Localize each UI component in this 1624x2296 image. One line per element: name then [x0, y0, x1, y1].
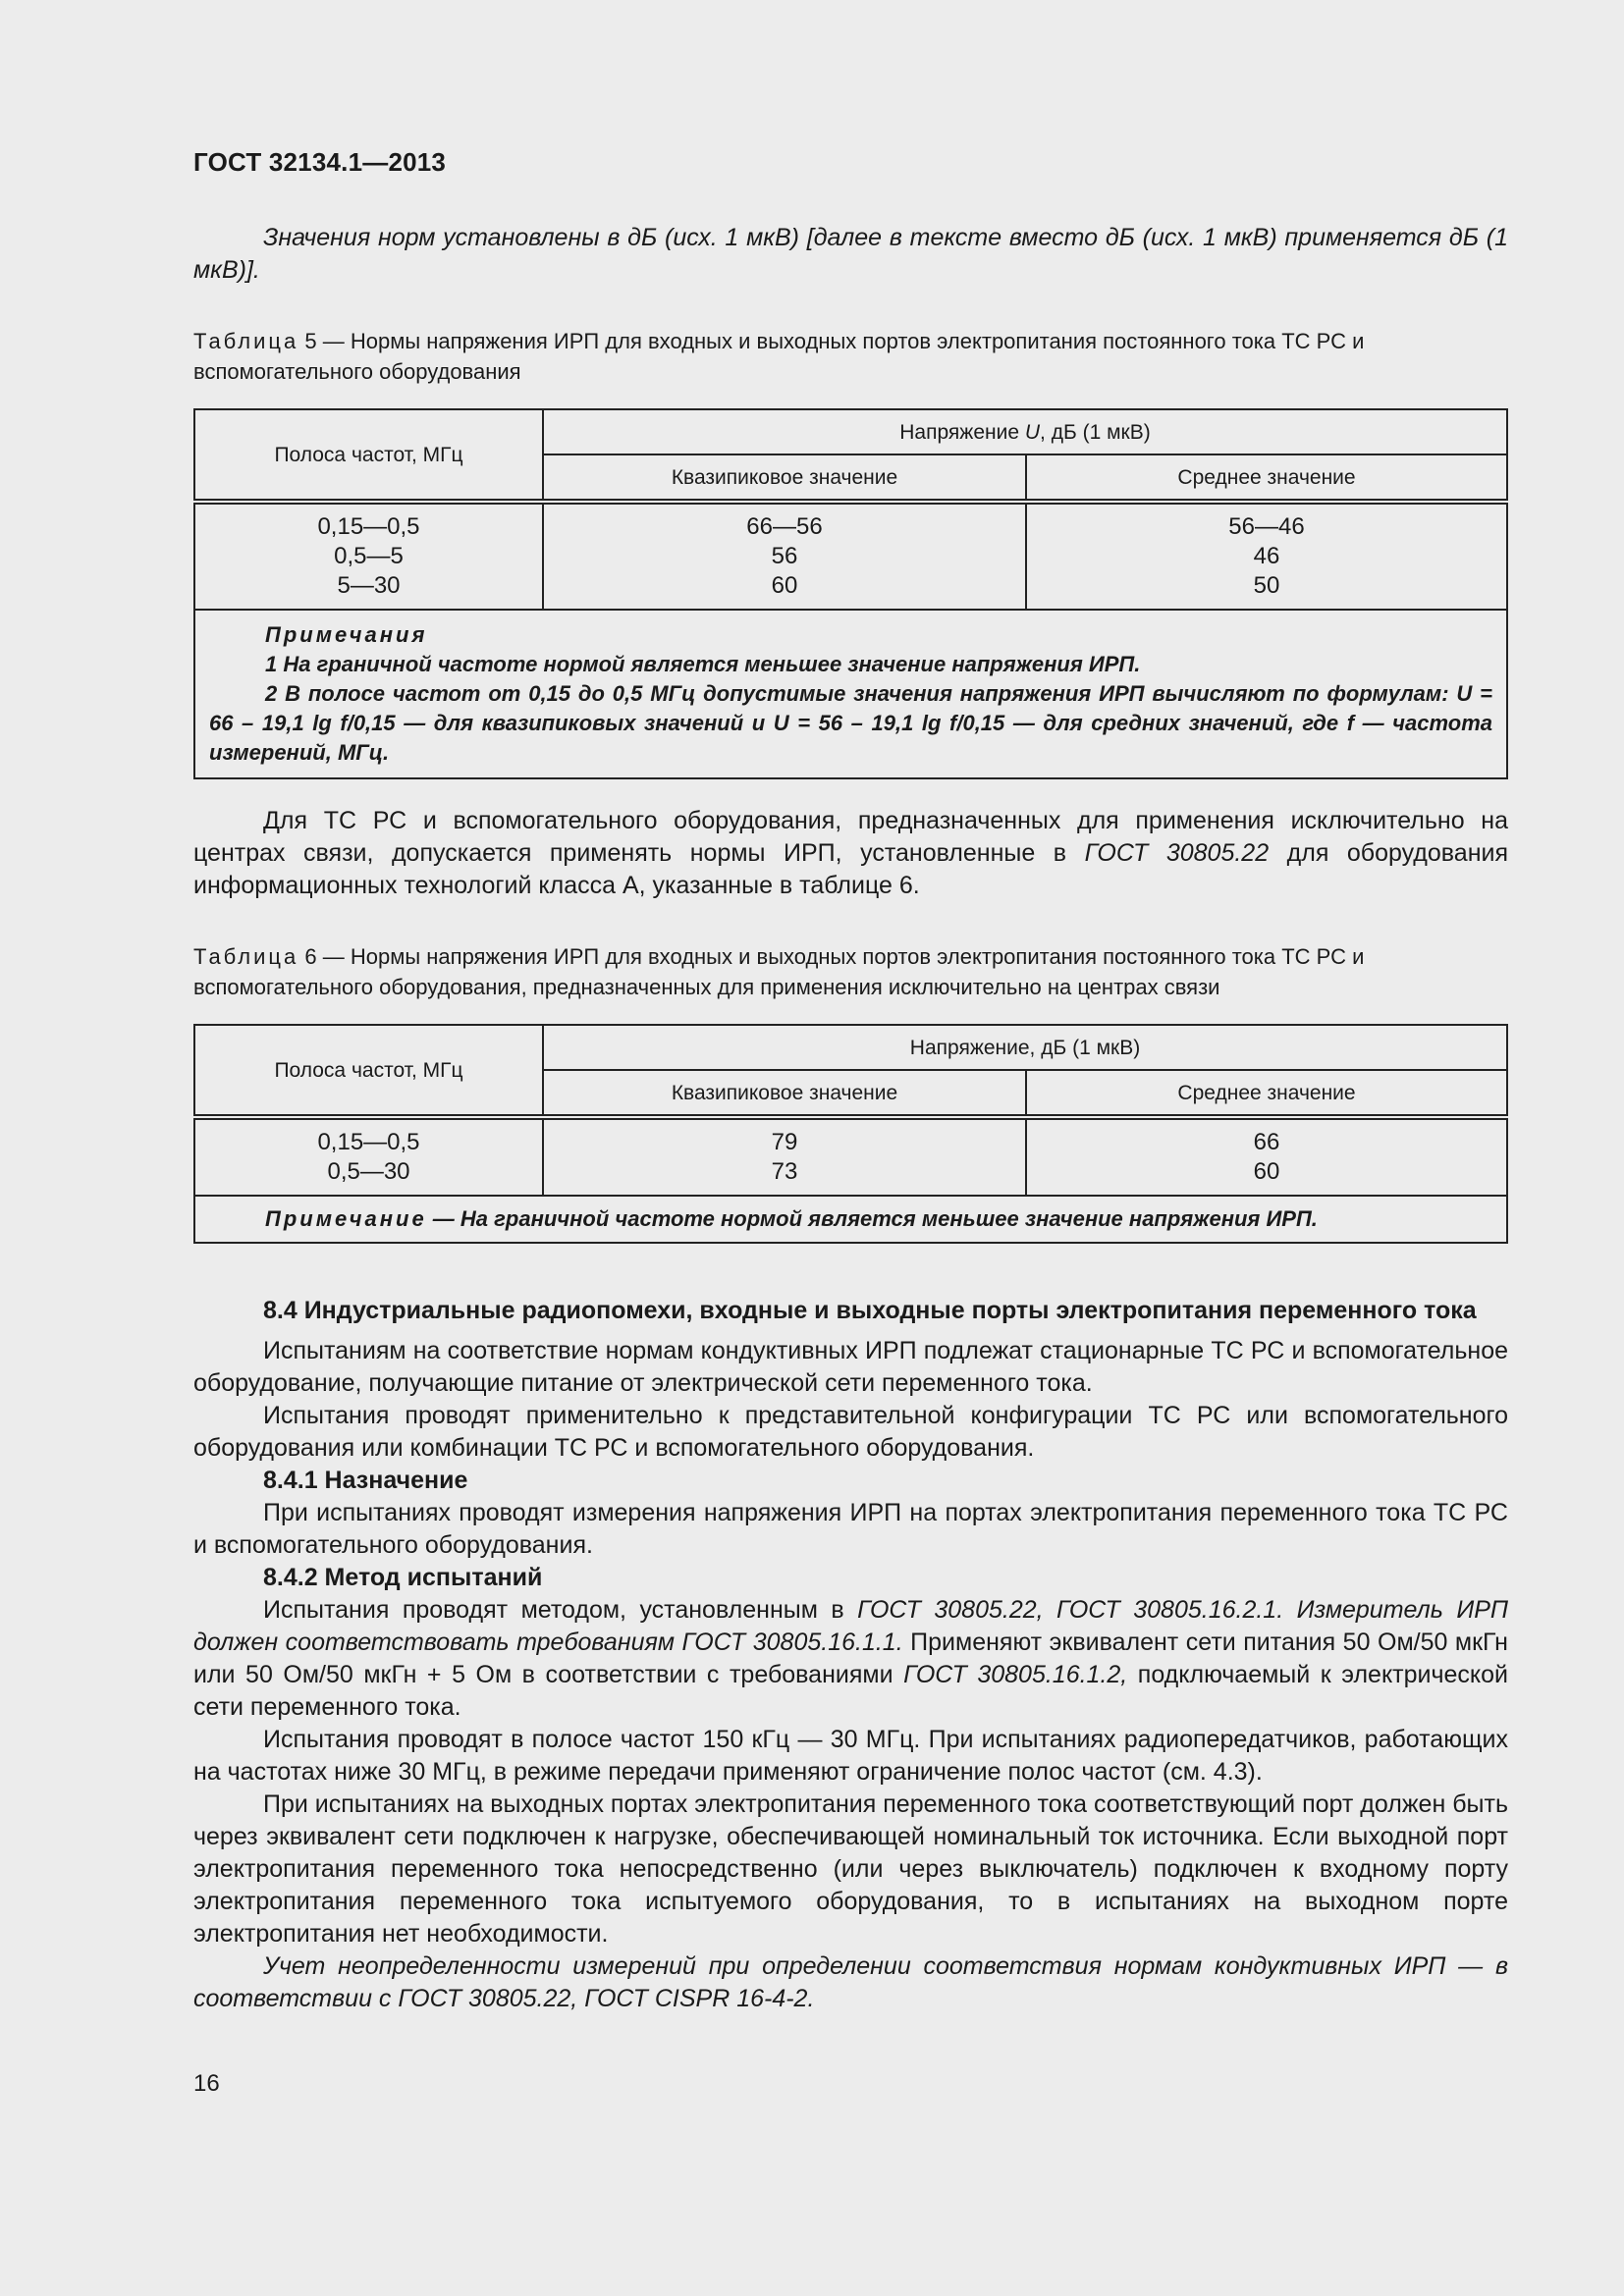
table6-header-row [194, 1025, 1507, 1070]
table5-note-1: 1 На граничной частоте нормой является меньшее значение напряжения ИРП. [265, 652, 1141, 676]
table5 [193, 408, 1508, 779]
table6-avg-value: 60 [1253, 1158, 1280, 1185]
table5-caption-text: — Нормы напряжения ИРП для входных и выходных портов электропитания постоянного тока ТС РС и вспомогательного оборудования [193, 329, 1365, 384]
table6-qp-value: 73 [771, 1158, 798, 1185]
table6-band: 0,15—0,5 [317, 1129, 420, 1155]
method-text-2: Применяют эквивалент сети питания 50 Ом/50 мкГн или 50 Ом/50 мкГн + 5 Ом в соответствии с требованиями [193, 1629, 1508, 1688]
section-8-4-2-title: 8.4.2 Метод испытаний [263, 1564, 543, 1591]
table5-qp-value: 66—56 [746, 513, 823, 540]
section-8-4-paragraph-1: Испытаниям на соответствие нормам кондуктивных ИРП подлежат стационарные ТС РС и вспомогательное оборудование, получающие питание от электрической сети переменного тока. [193, 1337, 1508, 1397]
method-text-3: подключаемый к электрической сети переменного тока. [193, 1661, 1508, 1721]
table6-col-band: Полоса частот, МГц [194, 1025, 543, 1117]
method-ref-2: ГОСТ 30805.16.1.2, [903, 1661, 1128, 1688]
table6-col-qp: Квазипиковое значение [543, 1070, 1026, 1117]
table5-note-2: 2 В полосе частот от 0,15 до 0,5 МГц допустимые значения напряжения ИРП вычисляют по формулам: U = 66 – 19,1 lg f/0,15 — для квазипиковых значений и U = 56 – 19,1 lg f/0,15 — для средних значений, где f — частота измерений, МГц. [209, 681, 1492, 765]
table5-notes-title: Примечания [265, 622, 428, 647]
table5-avg-value: 46 [1253, 543, 1280, 569]
table6-band: 0,5—30 [327, 1158, 410, 1185]
table5-data-row [194, 502, 1507, 610]
table5-col-band: Полоса частот, МГц [194, 409, 543, 502]
section-8-4-2-paragraph-4: Учет неопределенности измерений при определении соответствия нормам кондуктивных ИРП — в соответствии с ГОСТ 30805.22, ГОСТ CISPR 16-4-2. [193, 1952, 1508, 2012]
table5-header-row [194, 409, 1507, 454]
table6-qp-value: 79 [771, 1129, 798, 1155]
section-8-4-2-paragraph-3: При испытаниях на выходных портах электропитания переменного тока соответствующий порт должен быть через эквивалент сети подключен к нагрузке, обеспечивающей номинальный ток источника. Если выходной порт электропитания переменного тока непосредственно (или через выключатель) подключен к входному порту электропитания переменного тока испытуемого оборудования, то в испытаниях на выходном порте электропитания нет необходимости. [193, 1790, 1508, 1948]
table5-qp-value: 60 [771, 572, 798, 599]
page-content [193, 222, 1508, 2015]
section-8-4-1-title: 8.4.1 Назначение [263, 1467, 468, 1494]
method-refs: ГОСТ 30805.22, ГОСТ 30805.16.2.1. Измеритель ИРП должен соответствовать требованиям ГОСТ 30805.16.1.1. [193, 1596, 1508, 1656]
table6-data-row [194, 1117, 1507, 1196]
table6-bands-cell [194, 1117, 543, 1196]
section-8-4-paragraph-2: Испытания проводят применительно к представительной конфигурации ТС РС или вспомогательного оборудования или комбинации ТС РС и вспомогательного оборудования. [193, 1402, 1508, 1462]
table6-note-title: Примечание [265, 1206, 427, 1231]
page-number: 16 [193, 2070, 220, 2097]
table5-col-voltage-symbol: U [1024, 420, 1041, 444]
table6-caption [193, 941, 1508, 1002]
centers-text-end: для оборудования информационных технологий класса А, указанные в таблице 6. [193, 839, 1509, 899]
table5-notes [194, 610, 1507, 778]
table5-avg-value: 56—46 [1228, 513, 1305, 540]
table5-band: 0,5—5 [334, 543, 404, 569]
table5-number: 5 [304, 329, 317, 353]
table6 [193, 1024, 1508, 1244]
table5-qp-cell [543, 502, 1026, 610]
table6-qp-cell [543, 1117, 1026, 1196]
table5-col-avg: Среднее значение [1026, 454, 1507, 502]
table6-note-row [194, 1196, 1507, 1243]
intro-paragraph: Значения норм установлены в дБ (исх. 1 мкВ) [далее в тексте вместо дБ (исх. 1 мкВ) применяется дБ (1 мкВ)]. [193, 224, 1508, 284]
table6-number: 6 [304, 944, 317, 969]
table5-notes-row [194, 610, 1507, 778]
centers-ref: ГОСТ 30805.22 [1084, 839, 1270, 867]
table5-label: Таблица [193, 329, 299, 353]
section-8-4-2-paragraph-2: Испытания проводят в полосе частот 150 кГц — 30 МГц. При испытаниях радиопередатчиков, работающих на частотах ниже 30 МГц, в режиме передачи применяют ограничение полос частот (см. 4.3). [193, 1726, 1508, 1786]
table5-col-qp: Квазипиковое значение [543, 454, 1026, 502]
table5-band: 0,15—0,5 [317, 513, 420, 540]
table5-bands-cell [194, 502, 543, 610]
table5-avg-value: 50 [1253, 572, 1280, 599]
table5-band: 5—30 [337, 572, 401, 599]
table5-caption [193, 326, 1508, 387]
method-text: Испытания проводят методом, установленным в [263, 1596, 858, 1624]
centers-text: Для ТС РС и вспомогательного оборудования, предназначенных для применения исключительно на центрах связи, допускается применять нормы ИРП, установленные в [193, 807, 1508, 867]
table6-col-voltage: Напряжение, дБ (1 мкВ) [543, 1025, 1507, 1070]
table6-label: Таблица [193, 944, 299, 969]
section-8-4-2-paragraph-1 [193, 1594, 1508, 1724]
document-header: ГОСТ 32134.1—2013 [193, 147, 447, 177]
section-8-4-title: 8.4 Индустриальные радиопомехи, входные и выходные порты электропитания переменного тока [263, 1297, 1477, 1324]
table5-col-voltage-unit: , дБ (1 мкВ) [1040, 420, 1151, 444]
table5-col-voltage [543, 409, 1507, 454]
section-8-4-1-paragraph: При испытаниях проводят измерения напряжения ИРП на портах электропитания переменного тока ТС РС и вспомогательного оборудования. [193, 1499, 1508, 1559]
table6-note-text: — На граничной частоте нормой является меньшее значение напряжения ИРП. [426, 1206, 1318, 1231]
table5-col-voltage-pre: Напряжение [899, 420, 1025, 444]
table6-avg-cell [1026, 1117, 1507, 1196]
table6-col-avg: Среднее значение [1026, 1070, 1507, 1117]
table6-avg-value: 66 [1253, 1129, 1280, 1155]
table6-note [194, 1196, 1507, 1243]
table5-qp-value: 56 [771, 543, 798, 569]
table5-avg-cell [1026, 502, 1507, 610]
table6-caption-text: — Нормы напряжения ИРП для входных и выходных портов электропитания постоянного тока ТС РС и вспомогательного оборудования, предназначенных для применения исключительно на центрах связи [193, 944, 1365, 999]
centers-paragraph [193, 805, 1508, 902]
